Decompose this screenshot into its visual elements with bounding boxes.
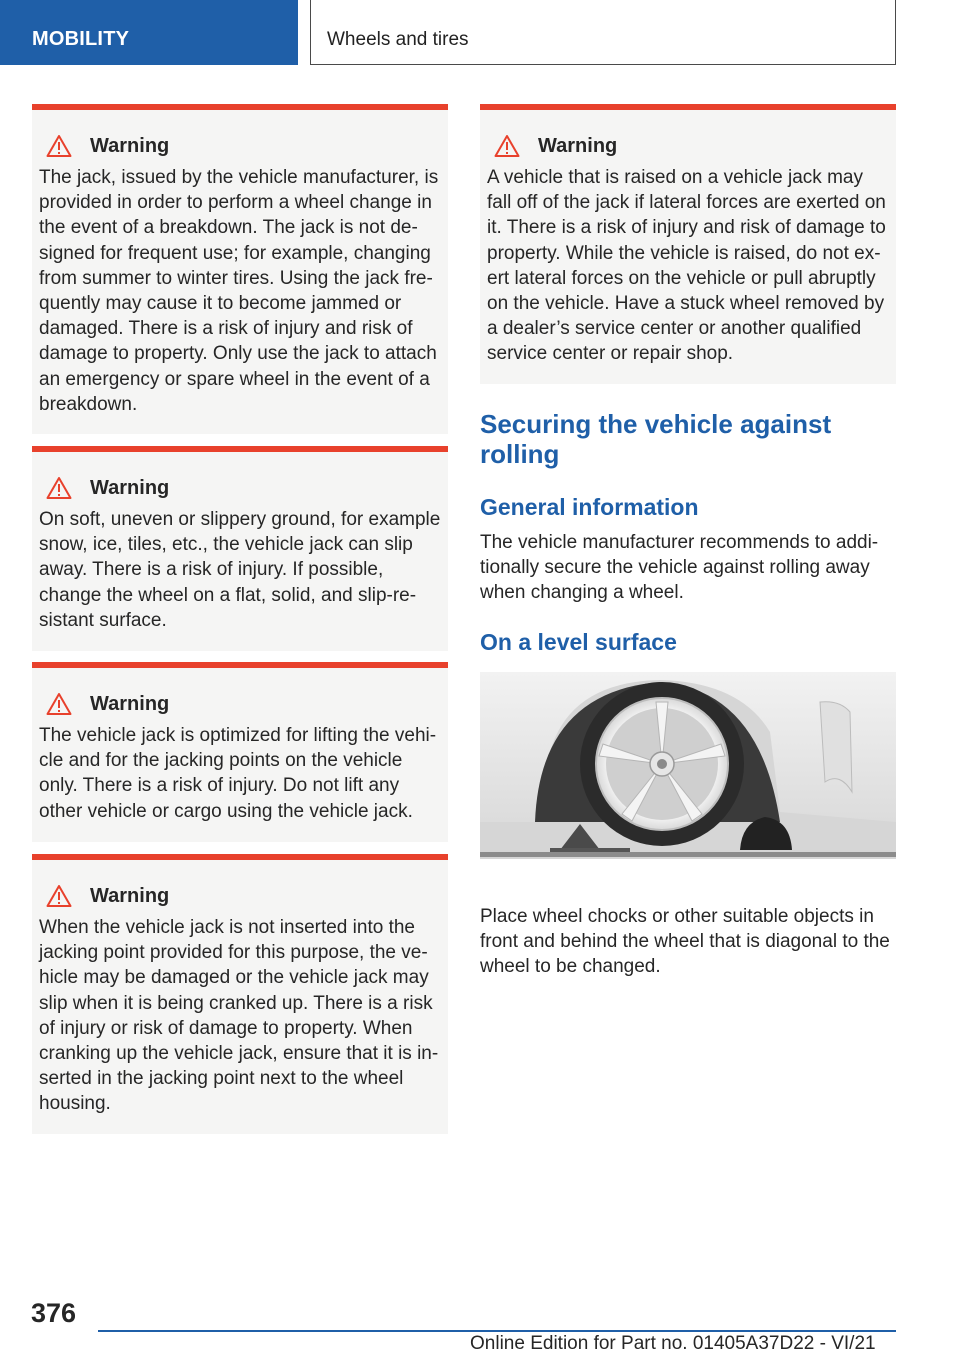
section-heading: Securing the vehicle against rolling bbox=[480, 409, 832, 469]
warning-triangle-icon bbox=[494, 134, 520, 158]
warning-title: Warning bbox=[90, 476, 170, 499]
edition-info: Online Edition for Part no. 01405A37D22 - VI/21 bbox=[470, 1333, 876, 1354]
warning-box-jack-insertion bbox=[32, 854, 448, 1134]
warning-triangle-icon bbox=[46, 476, 72, 500]
warning-box-slippery-ground bbox=[32, 446, 448, 651]
warning-text: On soft, uneven or slippery ground, for example snow, ice, tiles, etc., the vehicle jack can slip away. There is a risk of injury. If possible, change the wheel on a flat, solid, and slip-re‐sistant surface. bbox=[39, 509, 441, 631]
warning-triangle-icon bbox=[46, 692, 72, 716]
page-number: 376 bbox=[31, 1298, 77, 1328]
warning-title: Warning bbox=[90, 884, 170, 907]
subheading-general-information: General information bbox=[480, 494, 699, 520]
warning-text: A vehicle that is raised on a vehicle jack may fall off of the jack if lateral forces are exerted on it. There is a risk of injury and risk of damage to property. While the vehicle is raised, do not ex‐ert lateral forces on the vehicle or pull abruptly on the vehicle. Have a stuck wheel removed by a dealer’s service center or another qualified service center or repair shop. bbox=[487, 167, 886, 365]
chapter-title: Wheels and tires bbox=[310, 0, 896, 65]
warning-title: Warning bbox=[90, 134, 170, 157]
warning-box-jacking-points bbox=[32, 662, 448, 842]
warning-text: When the vehicle jack is not inserted into the jacking point provided for this purpose, the ve‐hicle may be damaged or the vehicle jack may slip when it is being cranked up. There is a risk of injury or risk of damage to property. When cranking up the vehicle jack, ensure that it is in‐serted in the jacking point next to the wheel housing. bbox=[39, 917, 439, 1115]
section-tab: MOBILITY bbox=[0, 0, 298, 65]
warning-triangle-icon bbox=[46, 134, 72, 158]
level-surface-text: Place wheel chocks or other suitable objects in front and behind the wheel that is diagonal to the wheel to be changed. bbox=[480, 906, 890, 978]
warning-title: Warning bbox=[90, 692, 170, 715]
wheel-chock-illustration bbox=[480, 672, 896, 859]
general-information-text: The vehicle manufacturer recommends to addi‐tionally secure the vehicle against rolling away when changing a wheel. bbox=[480, 532, 879, 604]
warning-triangle-icon bbox=[46, 884, 72, 908]
subheading-level-surface: On a level surface bbox=[480, 629, 677, 655]
warning-text: The vehicle jack is optimized for lifting the vehi‐cle and for the jacking points on the vehicle only. There is a risk of injury. Do not lift any other vehicle or cargo using the vehicle jack. bbox=[39, 725, 437, 822]
warning-title: Warning bbox=[538, 134, 618, 157]
footer-rule bbox=[98, 1330, 896, 1332]
warning-box-lateral-forces bbox=[480, 104, 896, 384]
warning-text: The jack, issued by the vehicle manufacturer, is provided in order to perform a wheel change in the event of a breakdown. The jack is not de‐signed for frequent use; for example, changing from summer to winter tires. Using the jack fre‐quently may cause it to become jammed or damaged. There is a risk of injury and risk of damage to property. Only use the jack to attach an emergency or spare wheel in the event of a breakdown. bbox=[39, 167, 439, 415]
warning-box-jack-usage bbox=[32, 104, 448, 434]
